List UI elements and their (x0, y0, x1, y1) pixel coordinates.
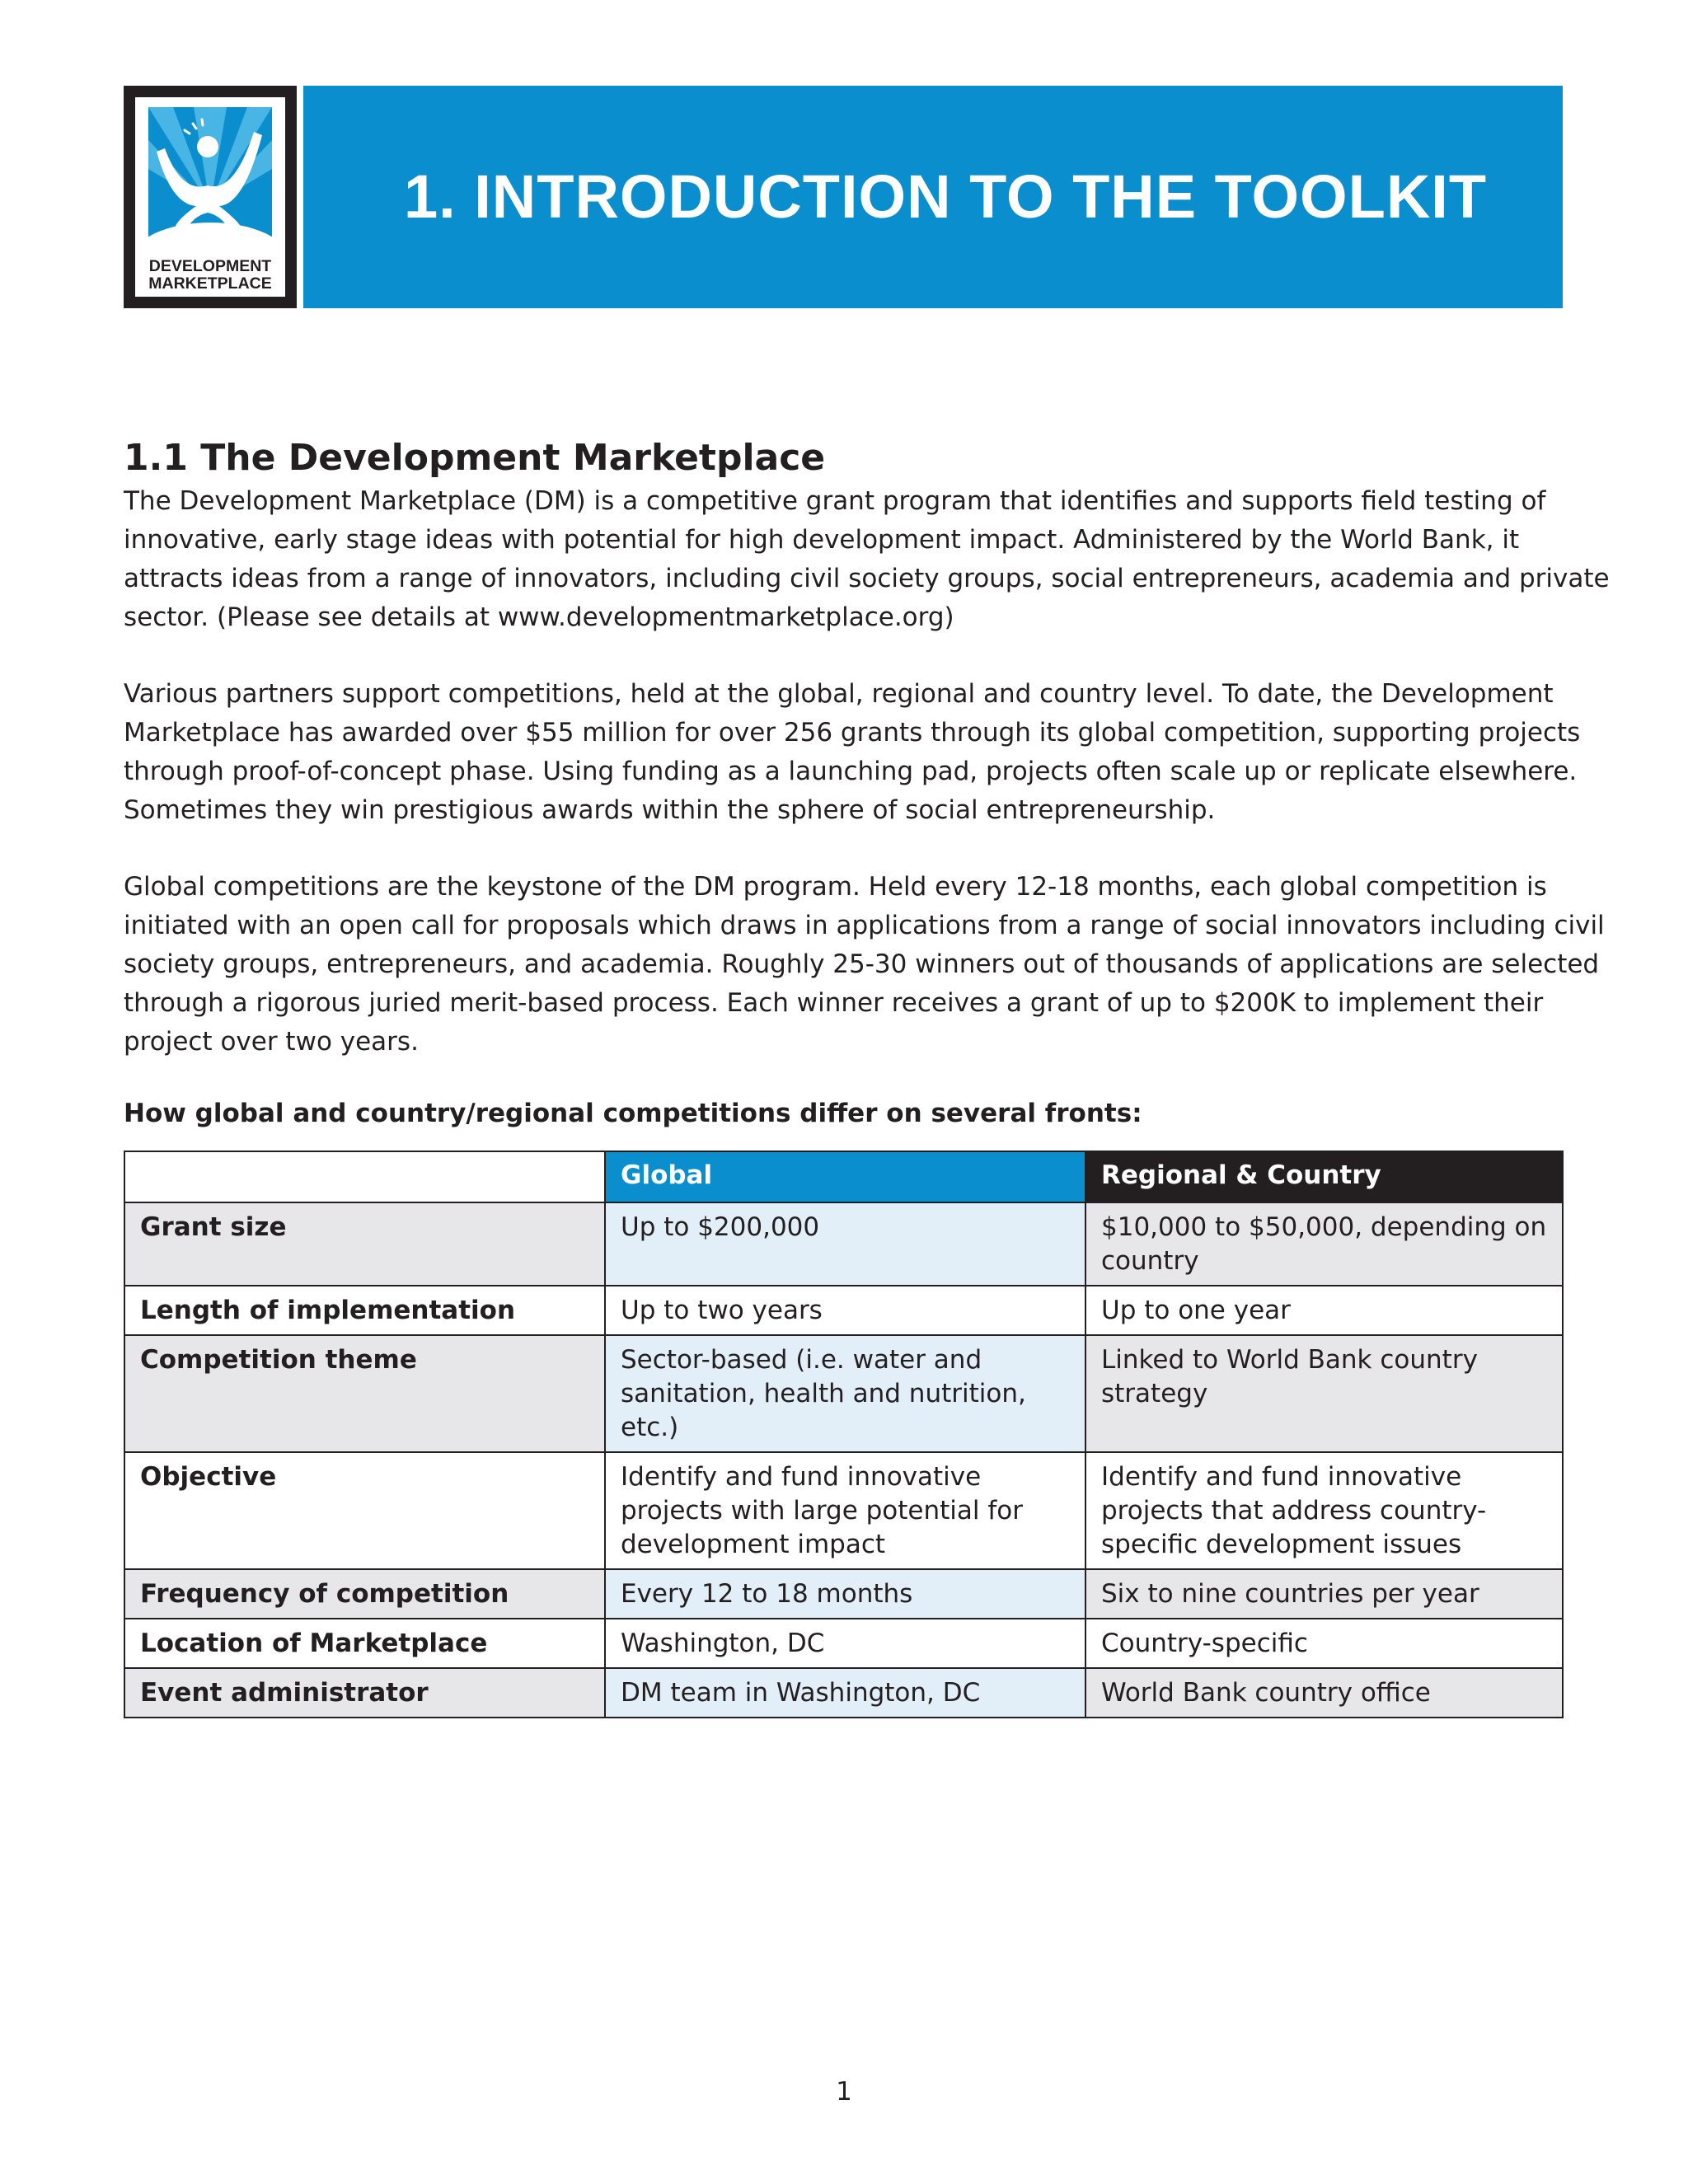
table-row (124, 1668, 1563, 1718)
row-label: Event administrator (124, 1668, 605, 1718)
logo-text (135, 258, 285, 293)
logo (124, 86, 297, 308)
table-row (124, 1619, 1563, 1668)
paragraph-line: society groups, entrepreneurs, and academia. Roughly 25-30 winners out of thousands of applications are selected (124, 949, 1600, 979)
global-cell: Every 12 to 18 months (605, 1569, 1085, 1619)
comparison-table (124, 1151, 1564, 1718)
row-label: Length of implementation (124, 1286, 605, 1335)
paragraph-line: The Development Marketplace (DM) is a competitive grant program that identifies and supports field testing of (124, 486, 1546, 516)
global-cell: Up to two years (605, 1286, 1085, 1335)
regional-cell: Six to nine countries per year (1085, 1569, 1563, 1619)
title-band (303, 86, 1563, 308)
paragraph-line: Global competitions are the keystone of the DM program. Held every 12-18 months, each global competition is (124, 872, 1547, 902)
paragraph-line: innovative, early stage ideas with potential for high development impact. Administered by the World Bank, it (124, 525, 1520, 555)
paragraph-line: project over two years. (124, 1027, 419, 1057)
paragraph-line: Sometimes they win prestigious awards within the sphere of social entrepreneurship. (124, 795, 1216, 825)
row-label: Competition theme (124, 1335, 605, 1452)
row-label: Location of Marketplace (124, 1619, 605, 1668)
table-row (124, 1202, 1563, 1286)
global-cell: Washington, DC (605, 1619, 1085, 1668)
regional-cell: $10,000 to $50,000, depending on country (1085, 1202, 1563, 1286)
table-row (124, 1335, 1563, 1452)
table-intro: How global and country/regional competitions differ on several fronts: (124, 1099, 1142, 1128)
global-cell: Up to $200,000 (605, 1202, 1085, 1286)
header-empty-cell (124, 1151, 605, 1202)
page-title: 1. INTRODUCTION TO THE TOOLKIT (403, 162, 1488, 231)
row-label: Frequency of competition (124, 1569, 605, 1619)
global-cell: Identify and fund innovative projects with large potential for development impact (605, 1452, 1085, 1569)
paragraph-line: sector. (Please see details at www.developmentmarketplace.org) (124, 602, 954, 632)
regional-cell: Identify and fund innovative projects that address country-specific development issues (1085, 1452, 1563, 1569)
paragraph-line: through proof-of-concept phase. Using funding as a launching pad, projects often scale up or replicate elsewhere. (124, 757, 1578, 786)
section-heading: 1.1 The Development Marketplace (124, 437, 826, 479)
logo-line-1: DEVELOPMENT (148, 257, 272, 275)
paragraph-3 (124, 868, 1605, 1062)
row-label: Objective (124, 1452, 605, 1569)
development-marketplace-logo-icon (148, 107, 272, 255)
paragraph-line: attracts ideas from a range of innovators, including civil society groups, social entrepreneurs, academia and private (124, 564, 1610, 593)
paragraph-line: Various partners support competitions, held at the global, regional and country level. To date, the Development (124, 679, 1554, 709)
global-cell: Sector-based (i.e. water and sanitation, health and nutrition, etc.) (605, 1335, 1085, 1452)
paragraph-2 (124, 675, 1581, 830)
regional-cell: Linked to World Bank country strategy (1085, 1335, 1563, 1452)
paragraph-line: through a rigorous juried merit-based process. Each winner receives a grant of up to $200K to implement their (124, 988, 1544, 1018)
paragraph-line: Marketplace has awarded over $55 million for over 256 grants through its global competition, supporting projects (124, 718, 1581, 748)
row-label: Grant size (124, 1202, 605, 1286)
page-number: 1 (836, 2077, 852, 2107)
table-row (124, 1452, 1563, 1569)
paragraph-line: initiated with an open call for proposals which draws in applications from a range of social innovators including civil (124, 911, 1605, 940)
regional-cell: Country-specific (1085, 1619, 1563, 1668)
table-row (124, 1286, 1563, 1335)
regional-cell: World Bank country office (1085, 1668, 1563, 1718)
global-cell: DM team in Washington, DC (605, 1668, 1085, 1718)
table-row (124, 1569, 1563, 1619)
logo-line-2: MARKETPLACE (148, 274, 272, 293)
table-header-row (124, 1151, 1563, 1202)
header-regional-country: Regional & Country (1085, 1151, 1563, 1202)
regional-cell: Up to one year (1085, 1286, 1563, 1335)
header-global: Global (605, 1151, 1085, 1202)
logo-inner (135, 97, 285, 297)
paragraph-1 (124, 482, 1610, 637)
